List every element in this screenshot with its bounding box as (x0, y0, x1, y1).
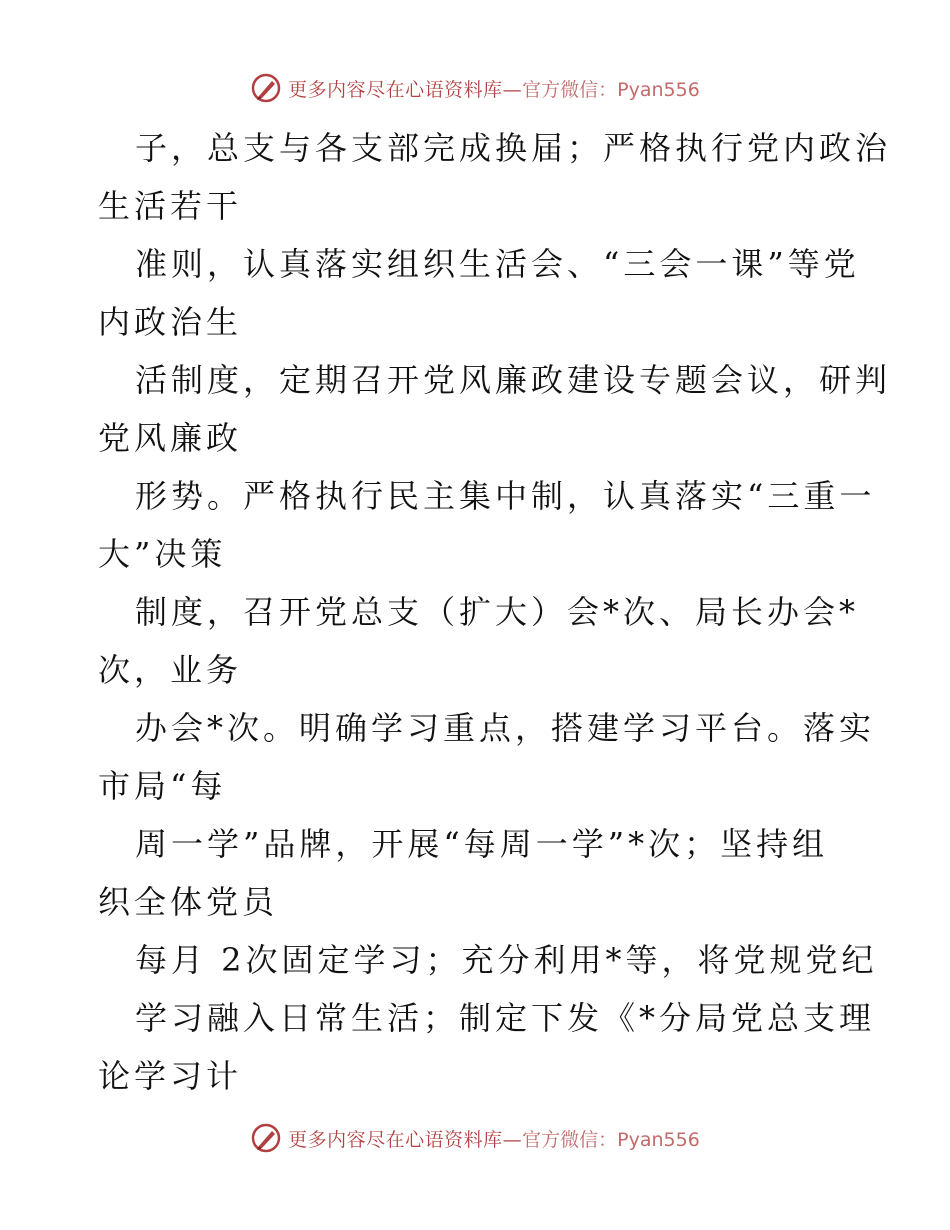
body-line: 办会*次。明确学习重点，搭建学习平台。落实 (135, 709, 876, 747)
body-line: 生活若干 (98, 187, 243, 225)
footer-banner-wechat: 官方微信：Pyan556 (522, 1128, 700, 1151)
footer-banner (0, 1122, 950, 1154)
body-line: 织全体党员 (98, 883, 279, 921)
body-line: 子，总支与各支部完成换届；严格执行党内政治 (135, 129, 892, 167)
body-line: 论学习计 (98, 1057, 243, 1095)
body-line: 形势。严格执行民主集中制，认真落实“三重一 (135, 477, 876, 515)
header-banner-text: 更多内容尽在心语资料库— (288, 78, 523, 101)
body-line: 市局“每 (98, 767, 227, 805)
footer-banner-text: 更多内容尽在心语资料库— (288, 1128, 523, 1151)
body-line: 每月 2次固定学习；充分利用*等，将党规党纪 (135, 941, 878, 979)
body-line: 周一学”品牌，开展“每周一学”*次；坚持组 (135, 825, 829, 863)
body-line: 次，业务 (98, 651, 243, 689)
body-line: 准则，认真落实组织生活会、“三会一课”等党 (135, 245, 860, 283)
body-line: 内政治生 (98, 303, 243, 341)
body-line: 大”决策 (98, 535, 227, 573)
body-line: 学习融入日常生活；制定下发《*分局党总支理 (135, 999, 876, 1037)
pen-logo-icon (250, 72, 282, 104)
pen-logo-icon (250, 1122, 282, 1154)
body-line: 制度，召开党总支（扩大）会*次、局长办会* (135, 593, 860, 631)
body-line: 党风廉政 (98, 419, 243, 457)
body-line: 活制度，定期召开党风廉政建设专题会议，研判 (135, 361, 892, 399)
header-banner-wechat: 官方微信：Pyan556 (522, 78, 700, 101)
header-banner (0, 72, 950, 104)
